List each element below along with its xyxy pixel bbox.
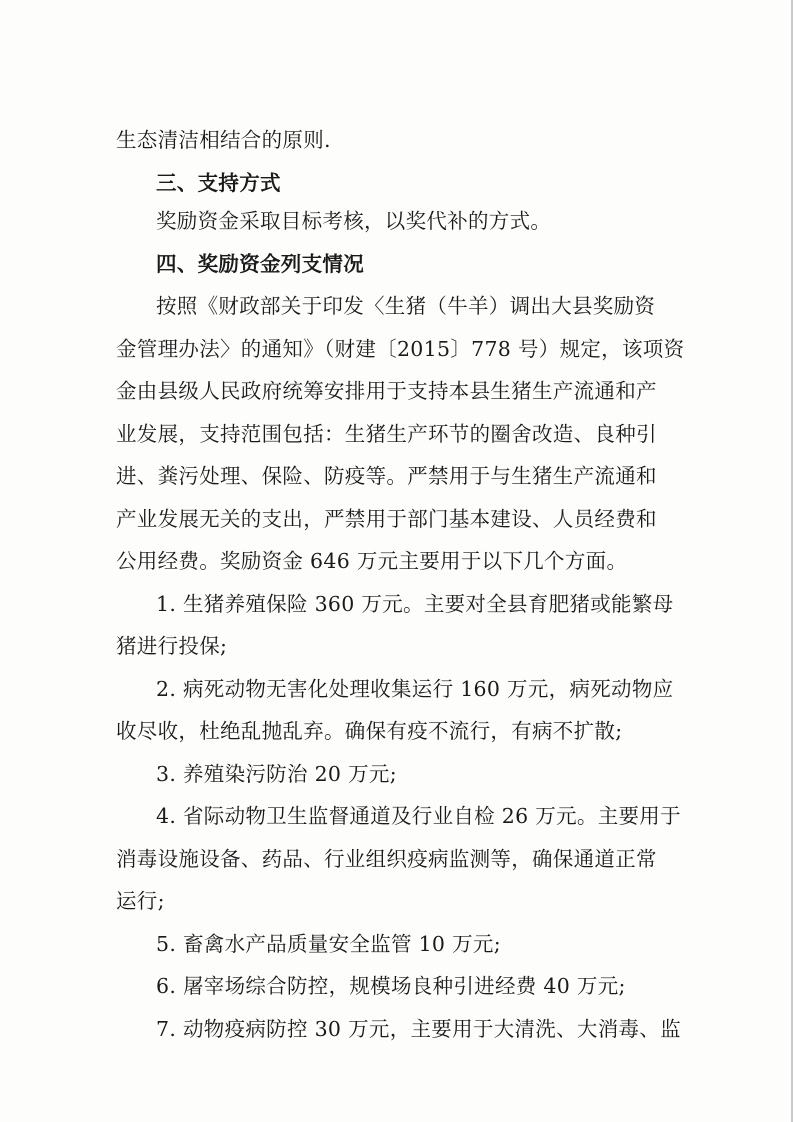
list-item-3: 3. 养殖染污防治 20 万元; [156, 762, 397, 786]
body-line: 进、粪污处理、保险、防疫等。严禁用于与生猪生产流通和 [116, 464, 657, 488]
list-item-5: 5. 畜禽水产品质量安全监管 10 万元; [156, 932, 501, 956]
body-line: 猪进行投保; [116, 634, 228, 658]
list-item-2: 2. 病死动物无害化处理收集运行 160 万元，病死动物应 [156, 677, 674, 701]
section-heading-4: 四、奖励资金列支情况 [156, 252, 364, 276]
body-line: 金由县级人民政府统筹安排用于支持本县生猪生产流通和产 [116, 379, 657, 403]
body-line: 奖励资金采取目标考核，以奖代补的方式。 [156, 209, 552, 233]
list-item-4: 4. 省际动物卫生监督通道及行业自检 26 万元。主要用于 [156, 804, 681, 828]
body-line: 运行; [116, 889, 165, 913]
body-line: 产业发展无关的支出，严禁用于部门基本建设、人员经费和 [116, 507, 657, 531]
body-line: 消毒设施设备、药品、行业组织疫病监测等，确保通道正常 [116, 847, 657, 871]
body-line: 生态清洁相结合的原则. [116, 128, 331, 152]
list-item-6: 6. 屠宰场综合防控，规模场良种引进经费 40 万元; [156, 974, 626, 998]
list-item-1: 1. 生猪养殖保险 360 万元。主要对全县育肥猪或能繁母 [156, 592, 674, 616]
body-line: 业发展，支持范围包括：生猪生产环节的圈舍改造、良种引 [116, 422, 657, 446]
body-line: 收尽收，杜绝乱抛乱弃。确保有疫不流行，有病不扩散; [116, 719, 623, 743]
body-line: 金管理办法〉的通知》（财建〔2015〕778 号）规定，该项资 [116, 337, 685, 361]
body-line: 按照《财政部关于印发〈生猪（牛羊）调出大县奖励资 [156, 294, 656, 318]
body-line: 公用经费。奖励资金 646 万元主要用于以下几个方面。 [116, 549, 628, 573]
section-heading-3: 三、支持方式 [156, 171, 281, 195]
list-item-7: 7. 动物疫病防控 30 万元，主要用于大清洗、大消毒、监 [156, 1017, 681, 1041]
